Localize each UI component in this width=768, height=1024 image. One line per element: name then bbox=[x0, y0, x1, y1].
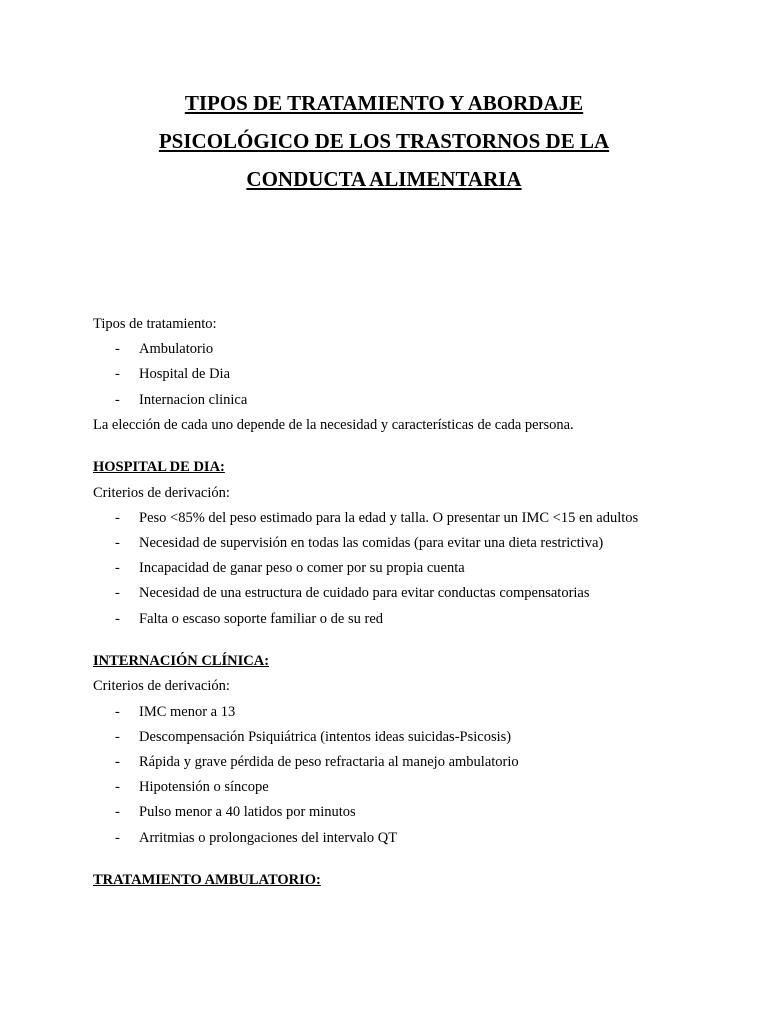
internacion-criteria-label: Criterios de derivación: bbox=[93, 678, 230, 695]
list-item-text: Ambulatorio bbox=[139, 341, 214, 358]
internacion-criteria-list bbox=[93, 700, 733, 851]
list-item bbox=[93, 581, 733, 606]
bullet-dash: - bbox=[115, 754, 120, 770]
hospital-dia-heading: HOSPITAL DE DIA: bbox=[93, 459, 225, 476]
bullet-dash: - bbox=[115, 509, 120, 526]
ambulatorio-heading: TRATAMIENTO AMBULATORIO: bbox=[93, 872, 321, 889]
treatment-types-list bbox=[93, 337, 733, 413]
hospital-dia-criteria-list bbox=[93, 506, 733, 632]
section-spacer bbox=[93, 851, 733, 869]
list-item bbox=[93, 556, 733, 581]
list-item-text: Pulso menor a 40 latidos por minutos bbox=[139, 804, 356, 821]
bullet-dash: - bbox=[115, 703, 120, 720]
list-item bbox=[93, 607, 733, 632]
treatment-types-label: Tipos de tratamiento: bbox=[93, 316, 217, 332]
bullet-dash: - bbox=[115, 560, 120, 577]
list-item bbox=[93, 531, 733, 556]
bullet-dash: - bbox=[115, 804, 120, 821]
list-item bbox=[93, 362, 733, 387]
list-item bbox=[93, 800, 733, 825]
list-item bbox=[93, 388, 733, 413]
list-item bbox=[93, 506, 733, 531]
title-line-2: PSICOLÓGICO DE LOS TRASTORNOS DE LA bbox=[158, 129, 610, 153]
list-item-text: Descompensación Psiquiátrica (intentos ideas suicidas-Psicosis) bbox=[139, 728, 512, 745]
list-item bbox=[93, 775, 733, 800]
internacion-heading: INTERNACIÓN CLÍNICA: bbox=[93, 653, 270, 670]
list-item bbox=[93, 337, 733, 362]
bullet-dash: - bbox=[115, 829, 120, 846]
bullet-dash: - bbox=[115, 535, 120, 551]
list-item bbox=[93, 700, 733, 725]
bullet-dash: - bbox=[115, 391, 120, 408]
list-item-text: Arritmias o prolongaciones del intervalo QT bbox=[139, 829, 398, 846]
choice-note: La elección de cada uno depende de la necesidad y características de cada persona. bbox=[93, 416, 574, 433]
list-item-text: Necesidad de supervisión en todas las comidas (para evitar una dieta restrictiva) bbox=[139, 535, 604, 551]
list-item-text: Incapacidad de ganar peso o comer por su propia cuenta bbox=[139, 560, 465, 577]
bullet-dash: - bbox=[115, 779, 120, 796]
title-line-3: CONDUCTA ALIMENTARIA bbox=[246, 167, 522, 191]
bullet-dash: - bbox=[115, 341, 120, 358]
list-item-text: Hipotensión o síncope bbox=[139, 779, 269, 796]
document-title bbox=[0, 84, 768, 198]
list-item-text: Internacion clinica bbox=[139, 391, 248, 408]
list-item bbox=[93, 750, 733, 775]
list-item-text: Falta o escaso soporte familiar o de su red bbox=[139, 610, 384, 627]
bullet-dash: - bbox=[115, 610, 120, 627]
bullet-dash: - bbox=[115, 728, 120, 745]
document-body bbox=[93, 312, 733, 893]
list-item bbox=[93, 826, 733, 851]
list-item-text: Necesidad de una estructura de cuidado para evitar conductas compensatorias bbox=[139, 585, 590, 602]
section-spacer bbox=[93, 438, 733, 456]
bullet-dash: - bbox=[115, 366, 120, 383]
list-item-text: Hospital de Dia bbox=[139, 366, 231, 383]
hospital-dia-criteria-label: Criterios de derivación: bbox=[93, 484, 230, 501]
list-item-text: Rápida y grave pérdida de peso refractaria al manejo ambulatorio bbox=[139, 754, 519, 770]
section-spacer bbox=[93, 632, 733, 650]
bullet-dash: - bbox=[115, 585, 120, 602]
list-item-text: Peso <85% del peso estimado para la edad y talla. O presentar un IMC <15 en adultos bbox=[139, 509, 639, 526]
list-item bbox=[93, 725, 733, 750]
title-line-1: TIPOS DE TRATAMIENTO Y ABORDAJE bbox=[184, 91, 584, 115]
list-item-text: IMC menor a 13 bbox=[139, 703, 236, 720]
